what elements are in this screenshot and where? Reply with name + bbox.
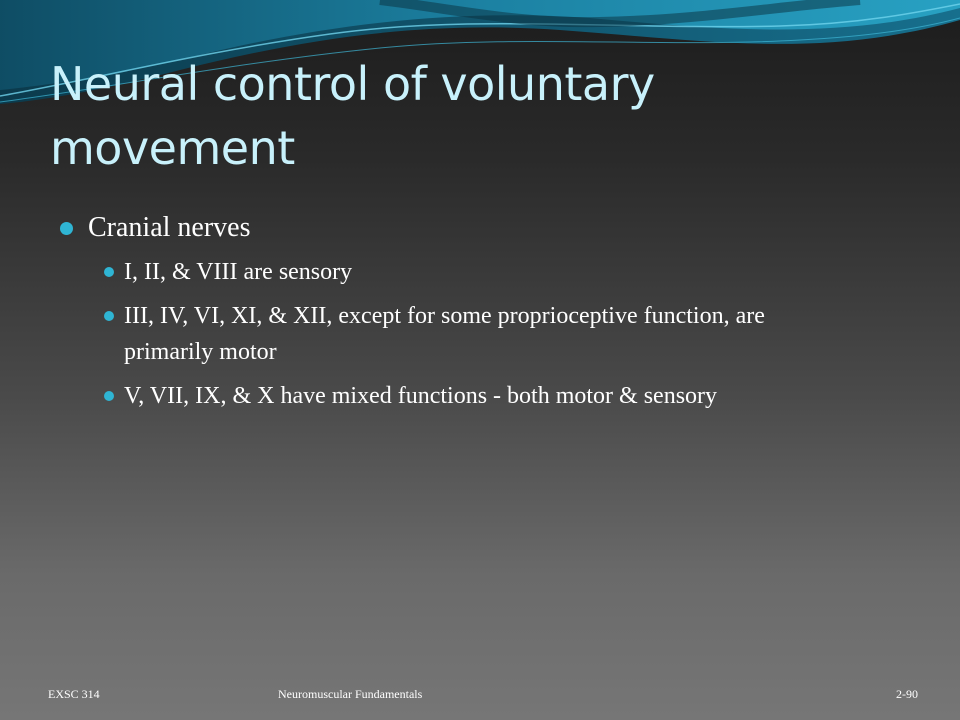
slide-content	[60, 208, 860, 422]
slide-title: Neural control of voluntary movement	[50, 57, 655, 175]
sub-bullet-mixed	[100, 378, 860, 414]
footer-slide-number: 2-90	[896, 687, 918, 701]
bullet-dot-icon	[104, 267, 114, 277]
bullet-dot-icon	[104, 391, 114, 401]
sub-bullet-text: I, II, & VIII are sensory	[124, 259, 353, 285]
bullet-dot-icon	[104, 311, 114, 321]
bullet-text: Cranial nerves	[88, 212, 251, 243]
footer-course-title: Neuromuscular Fundamentals	[278, 687, 423, 701]
bullet-cranial-nerves	[60, 208, 860, 248]
sub-bullet-sensory	[100, 254, 860, 290]
footer-course-code: EXSC 314	[48, 687, 100, 701]
sub-bullet-text: III, IV, VI, XI, & XII, except for some proprioceptive function, are primarily motor	[124, 303, 765, 365]
bullet-dot-icon	[60, 222, 73, 235]
sub-bullet-text: V, VII, IX, & X have mixed functions - both motor & sensory	[124, 383, 718, 409]
sub-bullet-motor	[100, 298, 860, 370]
